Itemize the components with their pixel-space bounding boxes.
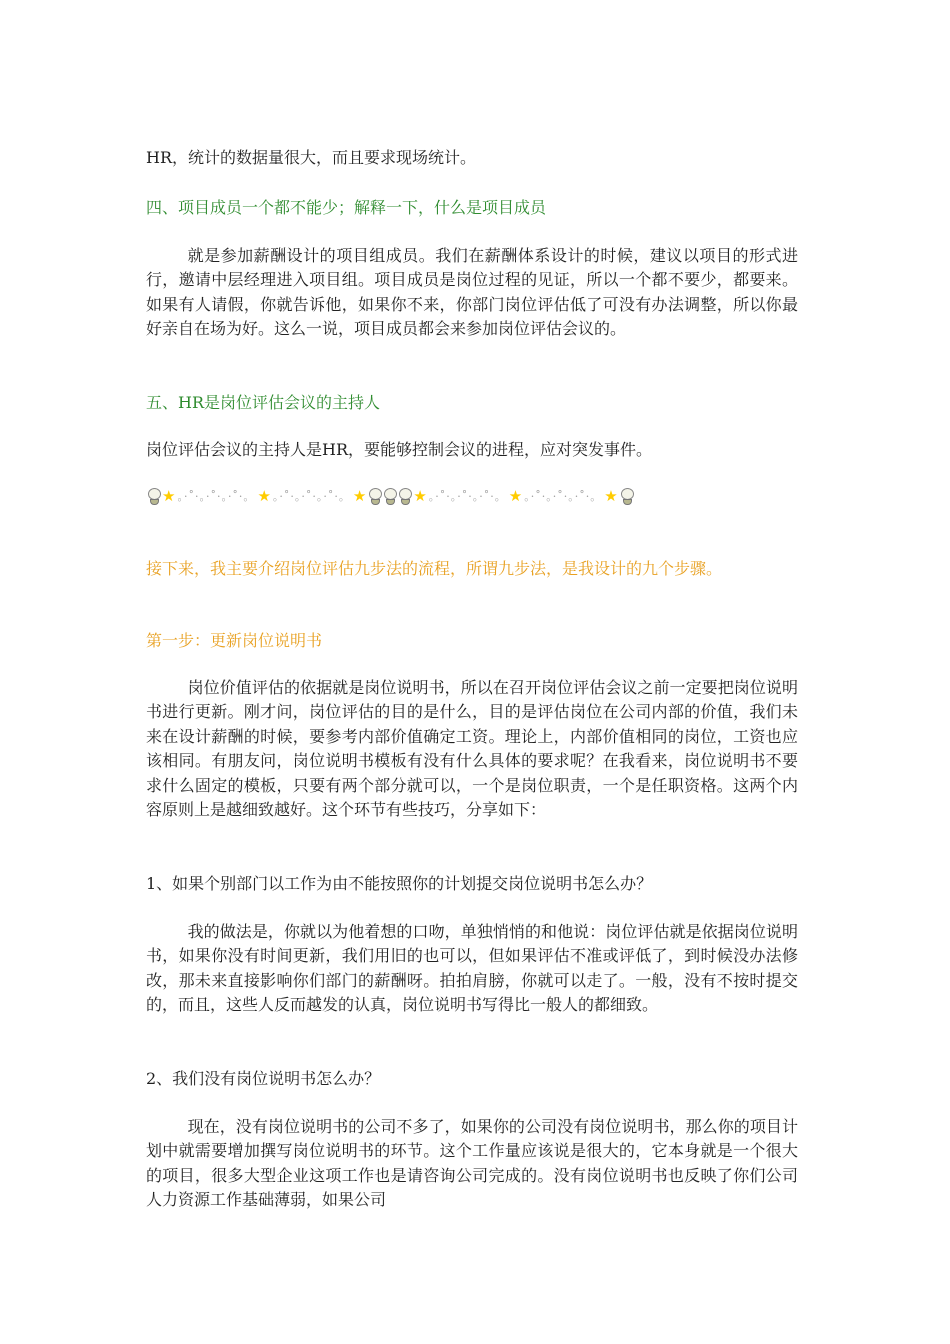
dots-divider: 。·˚·。·˚·。·˚·。 (524, 490, 603, 503)
star-icon: ★ (508, 487, 523, 505)
intro-heading: 接下来，我主要介绍岗位评估九步法的流程，所谓九步法，是我设计的九个步骤。 (146, 559, 723, 578)
paragraph-step-1: 岗位价值评估的依据就是岗位说明书，所以在召开岗位评估会议之前一定要把岗位说明书进行更新。刚才问，岗位评估的目的是什么，目的是评估岗位在公司内部的价值，我们未来在设计薪酬的时候，要参考内部价值确定工资。理论上，内部价值相同的岗位，工资也应该相同。有朋友问，岗位说明书模板有没有什么具体的要求呢？在我看来，岗位说明书不要求什么固定的模板，只要有两个部分就可以，一个是岗位职责，一个是任职资格。这两个内容原则上是越细致越好。这个环节有些技巧，分享如下： (146, 678, 798, 820)
star-icon: ★ (604, 487, 618, 505)
dots-divider: 。·˚·。·˚·。·˚·。 (272, 490, 351, 503)
face-icon (383, 488, 396, 504)
step-heading-1: 第一步：更新岗位说明书 (146, 631, 323, 650)
dots-divider: 。·˚·。·˚·。·˚·。 (428, 490, 507, 503)
dots-divider: 。·˚·。·˚·。·˚·。 (177, 490, 256, 503)
star-icon: ★ (413, 487, 427, 505)
text-line: 岗位评估会议的主持人是HR，要能够控制会议的进程，应对突发事件。 (146, 440, 653, 459)
paragraph-answer-2: 现在，没有岗位说明书的公司不多了，如果你的公司没有岗位说明书，那么你的项目计划中就需要增加撰写岗位说明书的环节。这个工作量应该说是很大的，它本身就是一个很大的项目，很多大型企业这项工作也是请咨询公司完成的。没有岗位说明书也反映了你们公司人力资源工作基础薄弱，如果公司 (146, 1117, 798, 1210)
section-heading-4: 四、项目成员一个都不能少；解释一下，什么是项目成员 (146, 198, 547, 217)
star-icon: ★ (352, 487, 367, 505)
decorative-divider (146, 485, 746, 507)
question-2: 2、我们没有岗位说明书怎么办？ (146, 1069, 381, 1088)
star-icon: ★ (162, 487, 176, 505)
star-icon: ★ (257, 487, 271, 505)
section-heading-5: 五、HR是岗位评估会议的主持人 (146, 393, 381, 412)
text-line: HR，统计的数据量很大，而且要求现场统计。 (146, 148, 477, 167)
paragraph-answer-1: 我的做法是，你就以为他着想的口吻，单独悄悄的和他说：岗位评估就是依据岗位说明书，如果你没有时间更新，我们用旧的也可以，但如果评估不准或评低了，到时候没办法修改，那未来直接影响你们部门的薪酬呀。拍拍肩膀，你就可以走了。一般，没有不按时提交的，而且，这些人反而越发的认真，岗位说明书写得比一般人的都细致。 (146, 922, 798, 1015)
face-icon (398, 488, 411, 504)
paragraph-project-members: 就是参加薪酬设计的项目组成员。我们在薪酬体系设计的时候，建议以项目的形式进行，邀请中层经理进入项目组。项目成员是岗位过程的见证，所以一个都不要少，都要来。如果有人请假，你就告诉他，如果你不来，你部门岗位评估低了可没有办法调整，所以你最好亲自在场为好。这么一说，项目成员都会来参加岗位评估会议的。 (146, 246, 798, 339)
question-1: 1、如果个别部门以工作为由不能按照你的计划提交岗位说明书怎么办？ (146, 874, 653, 893)
face-icon (368, 488, 381, 504)
face-icon (147, 488, 160, 504)
face-icon (620, 488, 633, 504)
